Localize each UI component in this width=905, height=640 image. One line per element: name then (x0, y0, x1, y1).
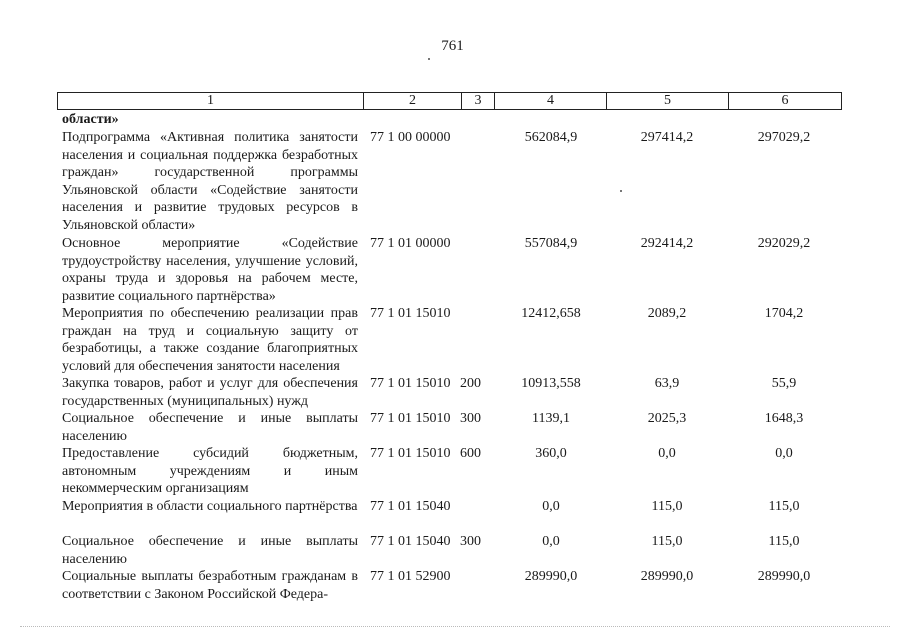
item-name: Предоставление субсидий бюджетным, автономным учреждениям и иным некоммерческим организациям (62, 446, 358, 496)
item-amount-col4: 10913,558 (521, 376, 581, 391)
item-expense-type (458, 129, 496, 235)
item-amount-col4: 289990,0 (524, 569, 578, 584)
table-row (62, 375, 842, 410)
table-row (62, 305, 842, 375)
item-code: 77 1 00 00000 (370, 130, 451, 145)
item-name: Социальное обеспечение и иные выплаты населению (62, 411, 358, 444)
item-name: Социальные выплаты безработным гражданам в соответствии с Законом Российской Федера- (62, 569, 358, 602)
column-header-4: 4 (495, 93, 607, 109)
item-expense-type (458, 305, 496, 375)
item-expense-type: 200 (460, 376, 481, 391)
item-amount-col4: 12412,658 (521, 306, 581, 321)
item-code: 77 1 01 52900 (370, 569, 451, 584)
item-expense-type: 300 (460, 411, 481, 426)
item-expense-type (458, 235, 496, 305)
item-code: 77 1 01 15010 (370, 411, 451, 426)
item-amount-col6: 55,9 (771, 376, 797, 391)
item-amount-col5: 2089,2 (647, 306, 687, 321)
item-amount-col5: 2025,3 (647, 411, 687, 426)
item-name: Закупка товаров, работ и услуг для обеспечения государственных (муниципальных) нужд (62, 376, 358, 409)
continuation-heading: области» (62, 112, 119, 127)
table-row (62, 533, 842, 568)
page-number: 761 (441, 38, 464, 54)
item-expense-type: 300 (460, 534, 481, 549)
item-code: 77 1 01 15010 (370, 446, 451, 461)
item-amount-col4: 1139,1 (532, 411, 570, 426)
item-code: 77 1 01 15040 (370, 499, 451, 514)
item-amount-col6: 115,0 (768, 534, 800, 549)
item-expense-type: 600 (460, 446, 481, 461)
item-amount-col6: 297029,2 (757, 130, 811, 145)
budget-table-body (62, 113, 842, 603)
item-amount-col6: 292029,2 (757, 236, 811, 251)
item-amount-col6: 1704,2 (764, 306, 804, 321)
item-amount-col4: 360,0 (535, 446, 567, 461)
item-amount-col6: 115,0 (768, 499, 800, 514)
item-code: 77 1 01 00000 (370, 236, 451, 251)
item-amount-col6: 0,0 (775, 446, 793, 461)
item-amount-col5: 115,0 (651, 534, 683, 549)
table-row (62, 410, 842, 445)
column-header-5: 5 (607, 93, 729, 109)
item-expense-type (458, 568, 496, 603)
item-expense-type (458, 498, 496, 533)
item-amount-col4: 562084,9 (524, 130, 578, 145)
scan-bottom-edge (20, 626, 890, 627)
item-amount-col6: 289990,0 (757, 569, 811, 584)
item-name: Мероприятия в области социального партнёрства (62, 499, 358, 514)
table-row (62, 498, 842, 533)
column-header-1: 1 (58, 93, 364, 109)
table-row (62, 235, 842, 305)
item-amount-col5: 289990,0 (640, 569, 694, 584)
item-amount-col6: 1648,3 (764, 411, 804, 426)
table-row (62, 129, 842, 235)
item-name: Основное мероприятие «Содействие трудоустройству населения, улучшение условий, охраны труда и здоровья на рабочем месте, развитие социального партнёрства» (62, 236, 358, 304)
item-code: 77 1 01 15010 (370, 306, 451, 321)
scan-speck (620, 190, 622, 192)
item-amount-col5: 0,0 (658, 446, 676, 461)
table-row (62, 568, 842, 603)
item-name: Мероприятия по обеспечению реализации прав граждан на труд и социальную защиту от безработицы, а также создание благоприятных условий для обеспечения занятости населения (62, 306, 358, 374)
column-header-3: 3 (462, 93, 495, 109)
item-amount-col4: 0,0 (542, 534, 560, 549)
item-code: 77 1 01 15040 (370, 534, 451, 549)
item-amount-col4: 557084,9 (524, 236, 578, 251)
item-amount-col5: 292414,2 (640, 236, 694, 251)
item-code: 77 1 01 15010 (370, 376, 451, 391)
item-amount-col5: 297414,2 (640, 130, 694, 145)
column-header-6: 6 (781, 93, 789, 108)
item-amount-col5: 63,9 (654, 376, 680, 391)
column-header-2: 2 (364, 93, 462, 109)
item-name: Подпрограмма «Активная политика занятости населения и социальная поддержка безработных граждан» государственной программы Ульяновской области «Содействие занятости населения и развитие трудовых ресурсов в Ульяновской области» (62, 130, 358, 233)
item-amount-col4: 0,0 (542, 499, 560, 514)
table-header-row (57, 92, 842, 110)
item-name: Социальное обеспечение и иные выплаты населению (62, 534, 358, 567)
scan-speck (428, 58, 430, 60)
table-row (62, 445, 842, 498)
item-amount-col5: 115,0 (651, 499, 683, 514)
